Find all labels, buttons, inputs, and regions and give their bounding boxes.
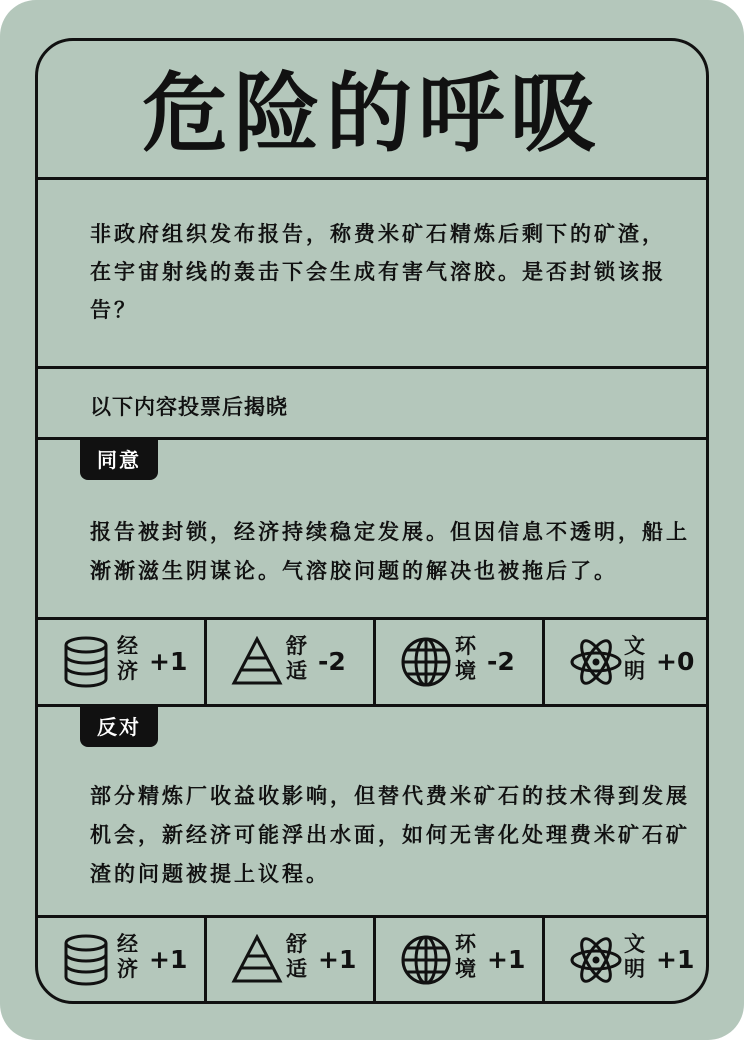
stat-economy	[38, 620, 206, 704]
option-tag-oppose[interactable]: 反对	[80, 707, 158, 747]
stat-value: +0	[656, 647, 695, 676]
globe-icon	[400, 636, 452, 688]
stat-value: +1	[487, 945, 526, 974]
option-outcome-oppose: 部分精炼厂收益收影响，但替代费米矿石的技术得到发展机会，新经济可能浮出水面，如何无害化处理费米矿石矿渣的问题被提上议程。	[90, 784, 690, 886]
atom-icon	[569, 934, 623, 986]
pyramid-icon	[231, 636, 283, 686]
divider	[38, 177, 706, 180]
card-frame	[35, 38, 709, 1004]
stat-comfort	[207, 918, 375, 1002]
reveal-label: 以下内容投票后揭晓	[90, 395, 288, 419]
coins-icon	[62, 934, 110, 986]
stat-environment	[376, 918, 544, 1002]
stat-label: 经济	[117, 932, 138, 981]
stat-value: +1	[656, 945, 695, 974]
stat-civilization	[545, 620, 709, 704]
stat-label: 环境	[455, 932, 476, 981]
card-title: 危险的呼吸	[142, 64, 602, 164]
stat-environment	[376, 620, 544, 704]
stat-value: +1	[149, 945, 188, 974]
globe-icon	[400, 934, 452, 986]
stat-value: +1	[318, 945, 357, 974]
option-outcome-agree: 报告被封锁，经济持续稳定发展。但因信息不透明，船上渐渐滋生阴谋论。气溶胶问题的解决也被拖后了。	[90, 520, 690, 583]
stat-value: +1	[149, 647, 188, 676]
divider	[38, 366, 706, 369]
card-description: 非政府组织发布报告，称费米矿石精炼后剩下的矿渣，在宇宙射线的轰击下会生成有害气溶胶。是否封锁该报告？	[90, 222, 666, 322]
pyramid-icon	[231, 934, 283, 984]
stat-value: -2	[487, 647, 515, 676]
atom-icon	[569, 636, 623, 688]
stat-label: 经济	[117, 634, 138, 683]
stat-economy	[38, 918, 206, 1002]
stat-value: -2	[318, 647, 346, 676]
coins-icon	[62, 636, 110, 688]
stat-comfort	[207, 620, 375, 704]
stat-label: 舒适	[286, 932, 307, 981]
option-tag-agree[interactable]: 同意	[80, 440, 158, 480]
stat-label: 文明	[624, 634, 645, 683]
stat-label: 舒适	[286, 634, 307, 683]
stat-civilization	[545, 918, 709, 1002]
stat-label: 文明	[624, 932, 645, 981]
stat-label: 环境	[455, 634, 476, 683]
